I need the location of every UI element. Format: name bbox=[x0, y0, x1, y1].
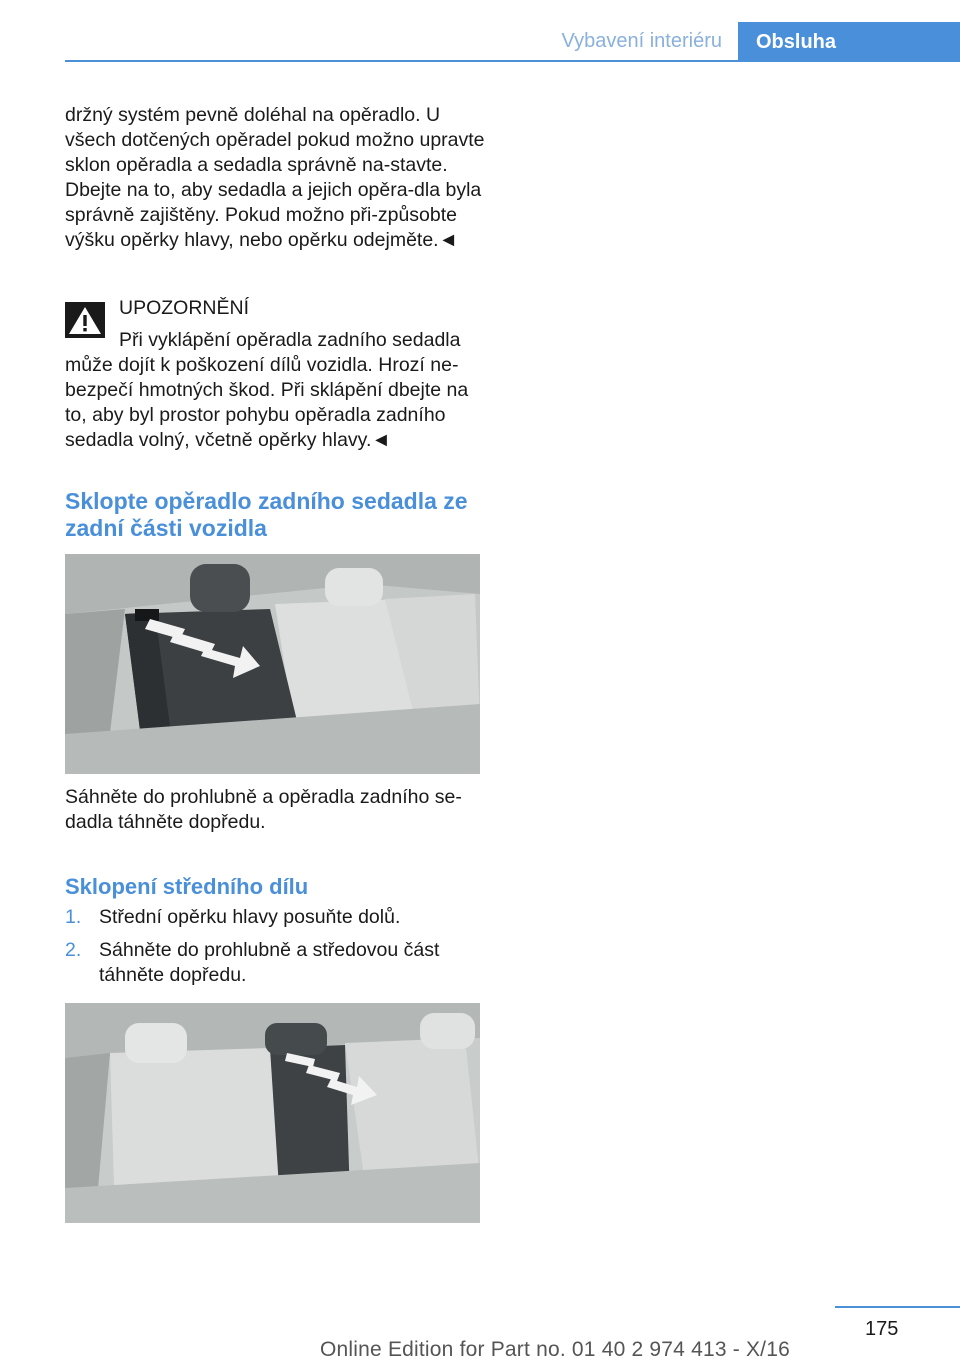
header-rule bbox=[65, 60, 960, 62]
photo-rear-seat-backrest bbox=[65, 554, 480, 774]
step-text: Střední opěrku hlavy posuňte dolů. bbox=[99, 906, 401, 928]
warning-title: UPOZORNĚNÍ bbox=[119, 297, 250, 319]
section2-block bbox=[65, 873, 485, 996]
section1-caption: Sáhněte do prohlubně a opěradla zadního se-dadla táhněte dopředu. bbox=[65, 786, 462, 833]
seat-illustration-1 bbox=[65, 554, 480, 774]
seat-illustration-2 bbox=[65, 1003, 480, 1223]
step-number: 2. bbox=[65, 939, 82, 961]
photo-rear-seat-center bbox=[65, 1003, 480, 1223]
header-chapter-tab: Obsluha bbox=[738, 22, 960, 62]
page-number: 175 bbox=[865, 1318, 899, 1340]
page-header bbox=[0, 0, 960, 62]
header-section-title: Vybavení interiéru bbox=[561, 30, 722, 52]
footer-edition: Online Edition for Part no. 01 40 2 974 413 - X/16 bbox=[320, 1338, 790, 1361]
list-item bbox=[65, 905, 485, 930]
step-number: 1. bbox=[65, 906, 82, 928]
list-item bbox=[65, 938, 485, 988]
section1-heading-block bbox=[65, 488, 485, 542]
section1-caption-block bbox=[65, 785, 485, 835]
warning-text: Při vyklápění opěradla zadního sedadla může dojít k poškození dílů vozidla. Hrozí ne-bezpečí hmotných škod. Při sklápění dbejte na to, aby byl prostor pohybu opěradla zadního sedadla volný, včetně opěrky hlavy.◄ bbox=[65, 329, 469, 451]
intro-text: držný systém pevně doléhal na opěradlo. U všech dotčených opěradel pokud možno upravte sklon opěradla a sedadla správně na-stavte. Dbejte na to, aby sedadla a jejich opěra-dla byla správně zajištěny. Pokud možno při-způsobte výšku opěrky hlavy, nebo opěrku odejměte.◄ bbox=[65, 104, 485, 251]
page-number-rule bbox=[835, 1306, 960, 1308]
steps-list bbox=[65, 905, 485, 988]
section1-heading: Sklopte opěradlo zadního sedadla ze zadní části vozidla bbox=[65, 488, 468, 541]
section2-heading: Sklopení středního dílu bbox=[65, 874, 309, 899]
intro-block bbox=[65, 103, 485, 253]
step-text: Sáhněte do prohlubně a středovou část táhněte dopředu. bbox=[99, 939, 440, 986]
